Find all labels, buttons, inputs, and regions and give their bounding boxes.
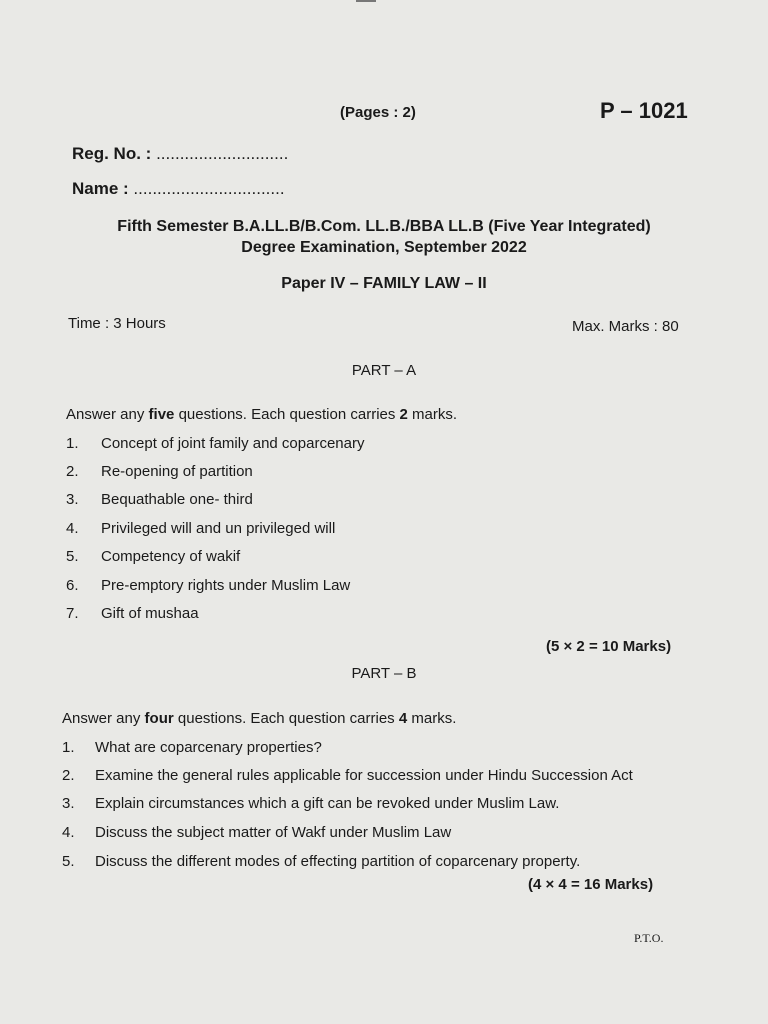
part-a-instr-post: marks. <box>407 406 458 423</box>
part-b-heading: PART – B <box>351 665 417 682</box>
question-text: Explain circumstances which a gift can be revoked under Muslim Law. <box>95 795 560 812</box>
part-b-instr-mid: questions. Each question carries <box>173 710 399 727</box>
part-a-marks: (5 × 2 = 10 Marks) <box>546 638 672 655</box>
exam-title-line1: Fifth Semester B.A.LL.B/B.Com. LL.B./BBA LL.B (Five Year Integrated) <box>117 218 651 235</box>
part-b-instr-marks: 4 <box>398 710 408 727</box>
question-text: Gift of mushaa <box>101 605 199 622</box>
question-text: Re-opening of partition <box>101 463 253 480</box>
exam-title-line2: Degree Examination, September 2022 <box>241 239 527 256</box>
reg-no-dots: ............................ <box>156 144 289 163</box>
name-dots: ................................ <box>133 179 285 198</box>
question-text: Privileged will and un privileged will <box>101 520 336 537</box>
pto-label: P.T.O. <box>634 931 664 945</box>
part-b-instructions <box>62 710 456 727</box>
question-number: 5. <box>66 548 79 565</box>
question-number: 6. <box>66 577 79 594</box>
question-number: 3. <box>66 491 79 508</box>
question-text: Discuss the subject matter of Wakf under Muslim Law <box>95 824 452 841</box>
question-number: 3. <box>62 795 75 812</box>
part-b-marks: (4 × 4 = 16 Marks) <box>528 876 654 893</box>
question-number: 2. <box>66 463 79 480</box>
question-text: What are coparcenary properties? <box>95 739 322 756</box>
part-a-instr-marks: 2 <box>399 406 408 423</box>
part-b-instr-post: marks. <box>407 710 457 727</box>
question-text: Pre-emptory rights under Muslim Law <box>101 577 351 594</box>
question-number: 1. <box>66 435 79 452</box>
question-number: 2. <box>62 767 75 784</box>
time-label: Time : 3 Hours <box>68 315 166 332</box>
question-text: Bequathable one- third <box>101 491 253 508</box>
scan-mark <box>356 0 376 2</box>
pages-count: (Pages : 2) <box>340 104 416 121</box>
question-number: 4. <box>62 824 75 841</box>
question-text: Competency of wakif <box>101 548 241 565</box>
question-text: Concept of joint family and coparcenary <box>101 435 365 452</box>
part-a-heading: PART – A <box>351 362 417 379</box>
question-number: 5. <box>62 853 75 870</box>
question-text: Discuss the different modes of effecting partition of coparcenary property. <box>95 853 581 870</box>
name-field <box>72 179 285 199</box>
part-b-instr-count: four <box>144 710 174 727</box>
max-marks-label: Max. Marks : 80 <box>572 318 679 335</box>
paper-title: Paper IV – FAMILY LAW – II <box>281 275 487 292</box>
reg-no-label: Reg. No. : <box>72 144 152 163</box>
question-number: 4. <box>66 520 79 537</box>
paper-code: P – 1021 <box>600 98 688 123</box>
question-number: 7. <box>66 605 79 622</box>
reg-no-field <box>72 144 288 164</box>
part-a-instr-pre: Answer any <box>66 406 149 423</box>
question-text: Examine the general rules applicable for succession under Hindu Succession Act <box>95 767 633 784</box>
part-a-instr-mid: questions. Each question carries <box>174 406 400 423</box>
part-b-instr-pre: Answer any <box>62 710 145 727</box>
part-a-instructions <box>66 406 457 423</box>
name-label: Name : <box>72 179 129 198</box>
part-a-instr-count: five <box>148 406 175 423</box>
question-number: 1. <box>62 739 75 756</box>
